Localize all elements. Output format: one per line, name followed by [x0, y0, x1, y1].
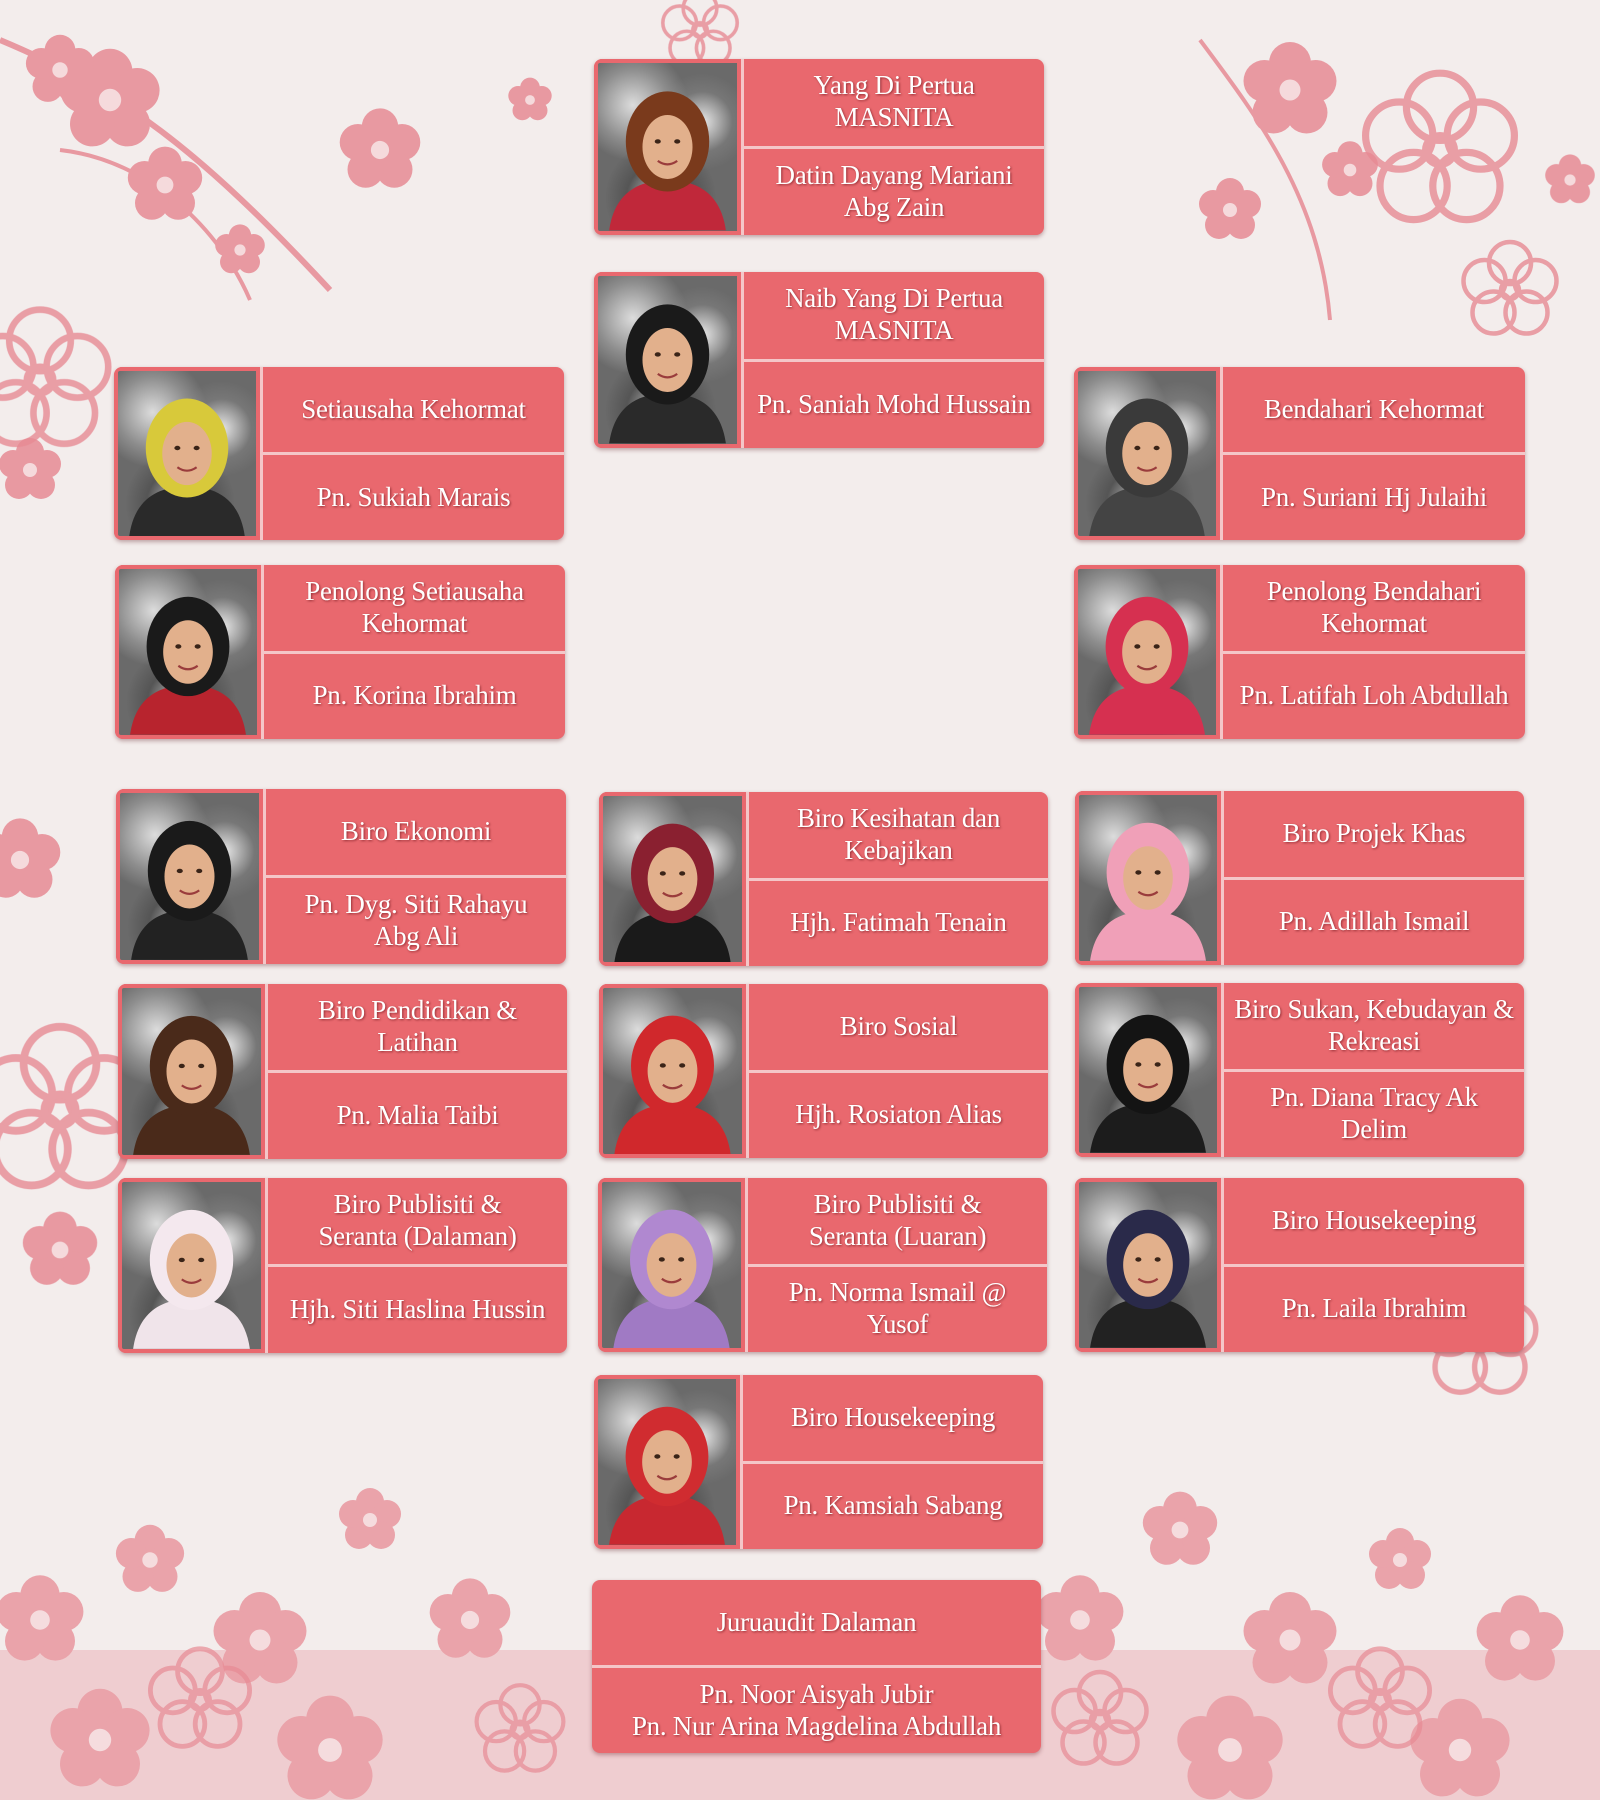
portrait-photo — [599, 984, 746, 1158]
position-title: Naib Yang Di Pertua MASNITA — [785, 283, 1003, 346]
card-biro-projek-khas — [1075, 791, 1524, 965]
card-biro-sukan — [1075, 983, 1524, 1157]
member-name: Hjh. Siti Haslina Hussin — [268, 1264, 567, 1353]
member-name: Pn. Kamsiah Sabang — [743, 1461, 1043, 1550]
position-title: Biro Pendidikan & Latihan — [318, 995, 517, 1057]
position-title: Biro Publisiti & Seranta (Luaran) — [808, 1188, 987, 1251]
member-name: Pn. Diana Tracy Ak Delim — [1224, 1069, 1524, 1158]
member-name: Pn. Latifah Loh Abdullah — [1223, 651, 1525, 740]
member-name: Hjh. Fatimah Tenain — [749, 878, 1048, 967]
member-name: Hjh. Rosiaton Alias — [749, 1070, 1048, 1159]
card-biro-publisiti-luaran — [598, 1178, 1047, 1352]
position-title: Penolong Setiausaha Kehormat — [305, 575, 524, 638]
card-naib-yang-di-pertua — [594, 272, 1044, 448]
card-biro-housekeeping-1 — [1075, 1178, 1524, 1352]
member-name: Pn. Noor Aisyah Jubir Pn. Nur Arina Magdelina Abdullah — [592, 1665, 1041, 1753]
position-title: Biro Ekonomi — [340, 816, 492, 847]
portrait-photo — [598, 1178, 745, 1352]
portrait-photo — [1074, 367, 1220, 540]
position-title: Biro Housekeeping — [1271, 1204, 1477, 1235]
portrait-photo — [1075, 791, 1221, 965]
card-penolong-bendahari — [1074, 565, 1525, 739]
position-title: Juruaudit Dalaman — [716, 1606, 917, 1637]
position-title: Biro Sosial — [839, 1010, 958, 1041]
member-name: Pn. Suriani Hj Julaihi — [1223, 452, 1525, 540]
portrait-photo — [116, 789, 263, 964]
card-biro-kesihatan — [599, 792, 1048, 966]
member-name: Pn. Dyg. Siti Rahayu Abg Ali — [266, 875, 566, 964]
member-name: Pn. Malia Taibi — [268, 1070, 567, 1159]
portrait-photo — [1075, 983, 1221, 1157]
member-name: Datin Dayang Mariani Abg Zain — [744, 146, 1044, 236]
card-biro-ekonomi — [116, 789, 566, 964]
position-title: Biro Projek Khas — [1282, 817, 1466, 848]
card-juruaudit-dalaman — [592, 1580, 1041, 1753]
portrait-photo — [1075, 1178, 1221, 1352]
card-biro-publisiti-dalaman — [118, 1178, 567, 1353]
portrait-photo — [599, 792, 746, 966]
member-name: Pn. Laila Ibrahim — [1224, 1264, 1524, 1353]
member-name: Pn. Saniah Mohd Hussain — [744, 359, 1044, 449]
portrait-photo — [594, 59, 741, 235]
position-title: Bendahari Kehormat — [1263, 393, 1485, 424]
position-title: Penolong Bendahari Kehormat — [1266, 575, 1482, 638]
position-title: Biro Kesihatan dan Kebajikan — [796, 802, 1001, 865]
card-biro-pendidikan — [118, 984, 567, 1159]
position-title: Yang Di Pertua MASNITA — [813, 70, 975, 133]
portrait-photo — [115, 565, 261, 739]
card-yang-di-pertua — [594, 59, 1044, 235]
member-name: Pn. Korina Ibrahim — [264, 651, 565, 740]
portrait-photo — [118, 1178, 265, 1353]
position-title: Biro Publisiti & Seranta (Dalaman) — [318, 1189, 517, 1251]
position-title: Biro Sukan, Kebudayan & Rekreasi — [1234, 993, 1514, 1056]
portrait-photo — [114, 367, 260, 540]
position-title: Setiausaha Kehormat — [301, 393, 526, 424]
member-name: Pn. Adillah Ismail — [1224, 877, 1524, 966]
portrait-photo — [1074, 565, 1220, 739]
member-name: Pn. Norma Ismail @ Yusof — [748, 1264, 1047, 1353]
card-biro-sosial — [599, 984, 1048, 1158]
member-name: Pn. Sukiah Marais — [263, 452, 564, 540]
portrait-photo — [594, 272, 741, 448]
portrait-photo — [118, 984, 265, 1159]
position-title: Biro Housekeeping — [790, 1401, 996, 1432]
portrait-photo — [594, 1375, 740, 1549]
card-setiausaha-kehormat — [114, 367, 564, 540]
card-bendahari-kehormat — [1074, 367, 1525, 540]
card-penolong-setiausaha — [115, 565, 565, 739]
card-biro-housekeeping-2 — [594, 1375, 1043, 1549]
